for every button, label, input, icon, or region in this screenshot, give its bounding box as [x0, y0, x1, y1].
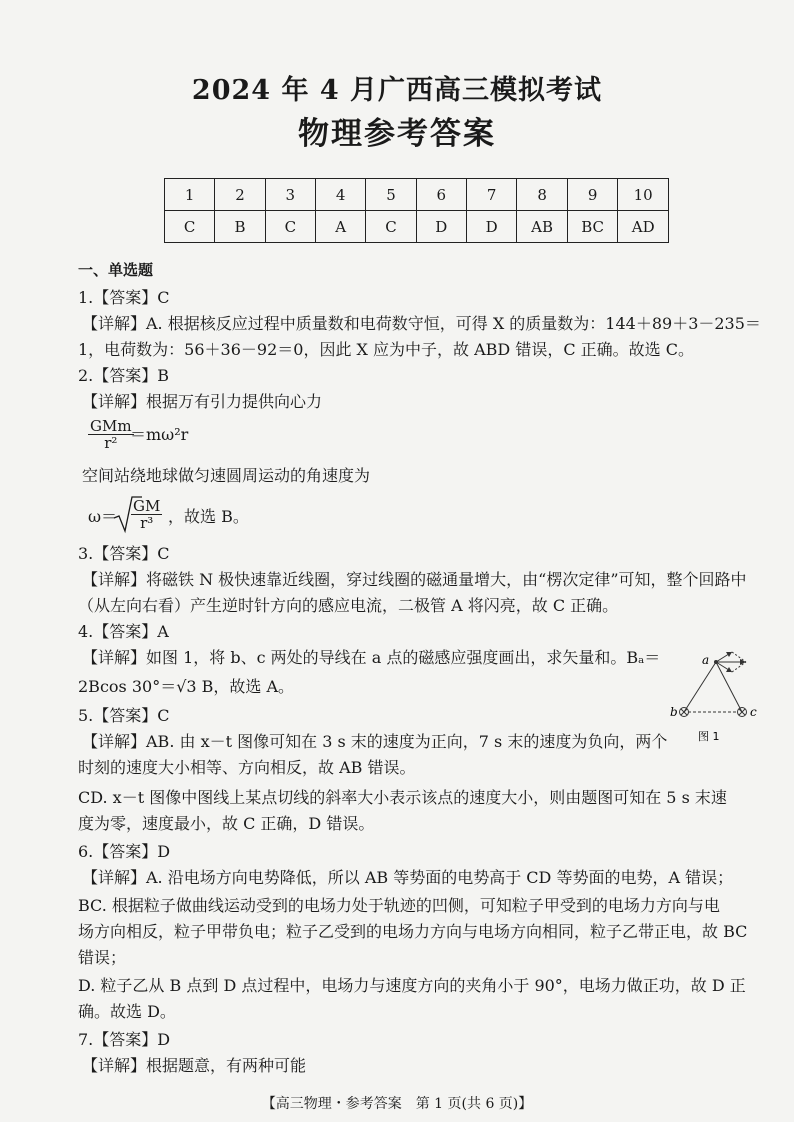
q6-detail-line: 【详解】A. 沿电场方向电势降低，所以 AB 等势面的电势高于 CD 等势面的电势，A 错误；	[82, 868, 734, 887]
table-cell: 7	[466, 179, 516, 211]
q6-detail-line: 场方向相反，粒子甲带负电；粒子乙受到的电场力方向与电场方向相同，粒子乙带正电，故 BC	[78, 922, 748, 941]
table-cell: 1	[165, 179, 215, 211]
table-cell: D	[416, 211, 466, 243]
q4-answer: 4.【答案】A	[78, 622, 169, 641]
q6-detail-line: 错误；	[78, 948, 127, 967]
q2-equation-rhs: ＝mω²r	[130, 425, 189, 444]
q2-detail-line: 【详解】根据万有引力提供向心力	[82, 392, 323, 411]
q5-detail-line: CD. x－t 图像中图线上某点切线的斜率大小表示该点的速度大小，则由题图可知在 5 s 末速	[78, 788, 727, 807]
q6-detail-line: D. 粒子乙从 B 点到 D 点过程中，电场力与速度方向的夹角小于 90°，电场力做正功，故 D 正	[78, 976, 746, 995]
answer-table-number-row	[165, 179, 669, 211]
q5-answer: 5.【答案】C	[78, 706, 170, 725]
q7-detail-line: 【详解】根据题意，有两种可能	[82, 1056, 307, 1075]
q6-detail-line: 确。故选 D。	[78, 1002, 176, 1021]
q4-detail-line: 2Bcos 30°＝√3 B，故选 A。	[78, 677, 295, 696]
table-cell: BC	[567, 211, 618, 243]
q3-answer: 3.【答案】C	[78, 544, 170, 563]
table-cell: B	[215, 211, 265, 243]
q2-answer: 2.【答案】B	[78, 366, 170, 385]
q3-detail-line: （从左向右看）产生逆时针方向的感应电流，二极管 A 将闪亮，故 C 正确。	[78, 596, 619, 615]
q5-detail-line: 时刻的速度大小相等、方向相反，故 AB 错误。	[78, 758, 416, 777]
figure-1-diagram	[670, 640, 772, 746]
table-cell: 4	[315, 179, 365, 211]
fraction-denominator: r³	[140, 514, 154, 532]
table-cell: 8	[517, 179, 568, 211]
q3-detail-line: 【详解】将磁铁 N 极快速靠近线圈，穿过线圈的磁通量增大，由“楞次定律”可知，整个回路中	[82, 570, 747, 589]
fraction-numerator: GM	[133, 497, 161, 515]
table-cell: C	[265, 211, 315, 243]
table-cell: 9	[567, 179, 618, 211]
page-footer: 【高三物理・参考答案 第 1 页(共 6 页)】	[261, 1096, 533, 1112]
table-cell: D	[466, 211, 516, 243]
q1-answer: 1.【答案】C	[78, 288, 170, 307]
table-cell: 5	[366, 179, 416, 211]
table-cell: 6	[416, 179, 466, 211]
q5-detail-line: 度为零，速度最小，故 C 正确，D 错误。	[78, 814, 375, 833]
figure-label-a: a	[702, 653, 710, 667]
answer-table	[164, 178, 669, 243]
table-cell: C	[366, 211, 416, 243]
q7-answer: 7.【答案】D	[78, 1030, 171, 1049]
q2-equation2-fraction	[131, 498, 162, 531]
figure-label-c: c	[750, 705, 757, 719]
q1-detail-line: 1，电荷数为：56＋36－92＝0，因此 X 应为中子，故 ABD 错误，C 正确。故选 C。	[78, 340, 694, 359]
q6-answer: 6.【答案】D	[78, 842, 171, 861]
q2-equation2-lhs: ω＝	[88, 507, 118, 526]
fraction-numerator: GMm	[90, 417, 132, 435]
table-cell: C	[165, 211, 215, 243]
q1-detail-line: 【详解】A. 根据核反应过程中质量数和电荷数守恒，可得 X 的质量数为：144＋89＋3－235＝	[82, 314, 761, 333]
answer-table-answer-row	[165, 211, 669, 243]
q2-equation2-rhs: ，故选 B。	[168, 507, 249, 526]
q2-detail-line: 空间站绕地球做匀速圆周运动的角速度为	[82, 466, 371, 485]
q2-equation-fraction	[88, 418, 134, 451]
section-heading: 一、单选题	[78, 261, 154, 279]
figure-caption: 图 1	[698, 730, 720, 743]
table-cell: 2	[215, 179, 265, 211]
q4-detail-line: 【详解】如图 1，将 b、c 两处的导线在 a 点的磁感应强度画出，求矢量和。Bₐ＝	[82, 648, 661, 667]
doc-title: 物理参考答案	[298, 116, 496, 152]
table-cell: AB	[517, 211, 568, 243]
figure-label-b: b	[670, 705, 678, 719]
table-cell: AD	[618, 211, 669, 243]
q5-detail-line: 【详解】AB. 由 x－t 图像可知在 3 s 末的速度为正向，7 s 末的速度为负向，两个	[82, 732, 668, 751]
table-cell: 3	[265, 179, 315, 211]
exam-title: 2024 年 4 月广西高三模拟考试	[191, 75, 603, 106]
q6-detail-line: BC. 根据粒子做曲线运动受到的电场力处于轨迹的凹侧，可知粒子甲受到的电场力方向与电	[78, 896, 720, 915]
table-cell: 10	[618, 179, 669, 211]
table-cell: A	[315, 211, 365, 243]
fraction-denominator: r²	[104, 434, 118, 452]
